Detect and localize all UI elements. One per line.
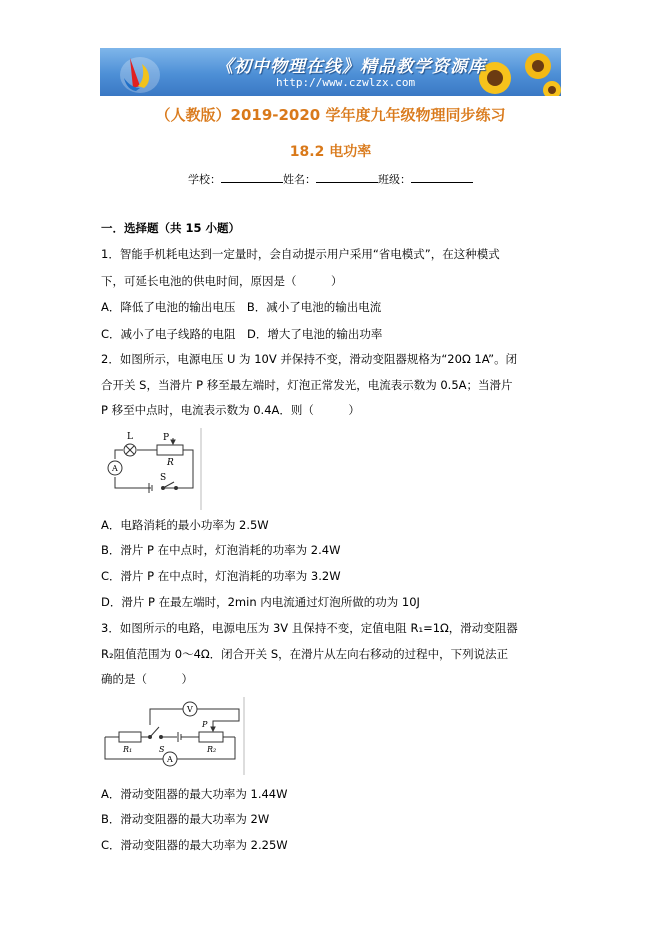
q2-option-b: B．滑片 P 在中点时，灯泡消耗的功率为 2.4W [101,543,341,557]
q3-fig-label-r1: R₁ [123,745,133,754]
q2-fig-label-switch: S [160,473,167,483]
q3-fig-label-voltmeter: V [187,705,193,714]
q3-circuit-diagram [101,697,247,775]
q3-line3: 确的是（ ） [101,672,193,686]
school-label: 学校： [188,173,221,186]
school-blank [221,171,283,183]
q3-option-a: A．滑动变阻器的最大功率为 1.44W [101,787,288,801]
page-title: （人教版）2019-2020 学年度九年级物理同步练习 [155,106,506,124]
sunflower-decoration [479,53,561,96]
banner-title: 《初中物理在线》精品教学资源库 [216,57,486,77]
q2-circuit-diagram [101,428,203,510]
page-subtitle: 18.2 电功率 [289,144,372,160]
section-heading: 一．选择题（共 15 小题） [101,221,241,235]
banner-url: http://www.czwlzx.com [276,76,416,89]
class-blank [411,171,473,183]
class-label: 班级： [378,173,411,186]
header-banner [100,48,561,96]
q3-line1: 3．如图所示的电路，电源电压为 3V 且保持不变，定值电阻 R₁=1Ω，滑动变阻器 [101,621,518,635]
q2-option-c: C．滑片 P 在中点时，灯泡消耗的功率为 3.2W [101,569,341,583]
rheostat-icon [199,732,223,742]
q3-option-c: C．滑动变阻器的最大功率为 2.25W [101,838,288,852]
name-blank [316,171,378,183]
q2-fig-label-lamp: L [127,432,133,442]
q1-options-cd: C．减小了电子线路的电阻 D．增大了电池的输出功率 [101,327,383,341]
q1-line2: 下，可延长电池的供电时间，原因是（ ） [101,274,343,288]
q2-fig-label-resistor: R [167,458,174,468]
q3-option-b: B．滑动变阻器的最大功率为 2W [101,812,270,826]
q2-line2: 合开关 S，当滑片 P 移至最左端时，灯泡正常发光，电流表示数为 0.5A；当滑片 [101,378,513,392]
q2-option-d: D．滑片 P 在最左端时，2min 内电流通过灯泡所做的功为 10J [101,595,420,609]
student-info-row [0,171,661,187]
q2-line3: P 移至中点时，电流表示数为 0.4A．则（ ） [101,403,360,417]
logo-icon [120,57,160,93]
r1-icon [119,732,141,742]
q2-option-a: A．电路消耗的最小功率为 2.5W [101,518,269,532]
q3-fig-label-ammeter: A [167,755,173,764]
q1-options-ab: A．降低了电池的输出电压 B．减小了电池的输出电流 [101,300,382,314]
q3-fig-label-switch: S [159,745,165,754]
rheostat-icon [157,445,183,455]
q2-fig-label-slider: P [163,433,170,443]
q1-line1: 1．智能手机耗电达到一定量时，会自动提示用户采用“省电模式”，在这种模式 [101,247,500,261]
q3-line2: R₂阻值范围为 0～4Ω．闭合开关 S，在滑片从左向右移动的过程中，下列说法正 [101,647,509,661]
q3-fig-label-slider: P [202,720,208,729]
q3-fig-label-r2: R₂ [207,745,217,754]
q2-line1: 2．如图所示，电源电压 U 为 10V 并保持不变，滑动变阻器规格为“20Ω 1A”。闭 [101,352,518,366]
name-label: 姓名： [283,173,316,186]
q2-fig-label-ammeter: A [112,464,118,473]
